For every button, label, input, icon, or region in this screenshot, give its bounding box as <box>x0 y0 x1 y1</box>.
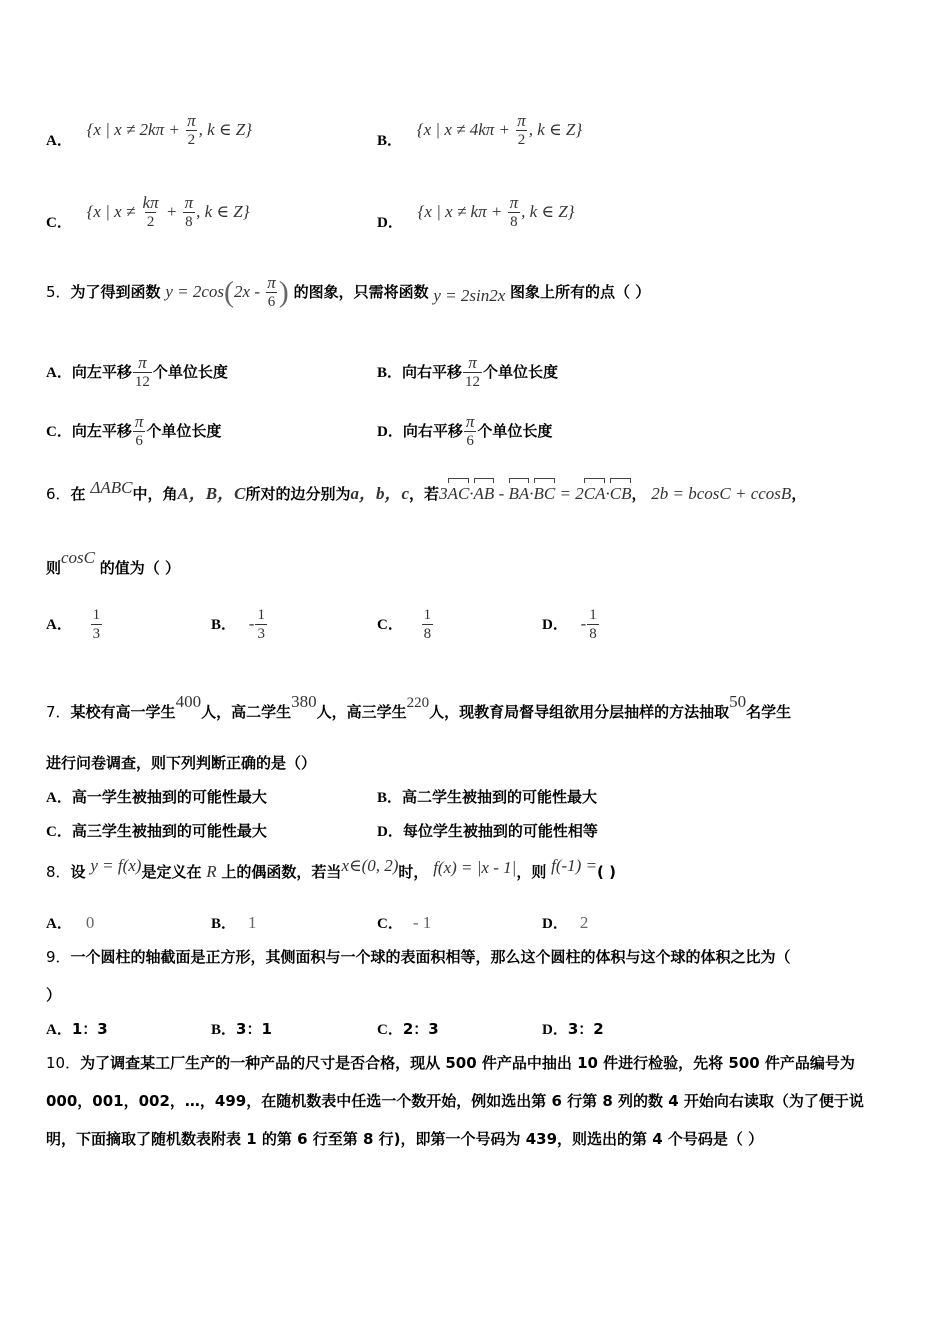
fraction: $\frac{k\pi}{2}$ <box>142 193 159 230</box>
q9-text: 一个圆柱的轴截面是正方形，其侧面积与一个球的表面积相等，那么这个圆柱的体积与这个球的体积之比为（ <box>70 948 791 966</box>
fraction: $\frac{\pi}{6}$ <box>465 412 475 449</box>
q8-function: y = f(x) <box>90 856 142 875</box>
q8-text-4: 时， <box>398 863 429 881</box>
question-number: 5． <box>46 283 71 301</box>
q7-text-2: 人，高二学生 <box>201 703 292 721</box>
q7-count-grade3: 220 <box>406 695 430 711</box>
option-letter: C． <box>377 1022 403 1038</box>
option-letter: C． <box>46 215 72 231</box>
q8-set-r: R <box>206 862 217 881</box>
q4-option-d <box>377 194 574 232</box>
option-letter: A． <box>46 365 72 381</box>
q8-stem <box>46 856 616 882</box>
q7-text-5: 名学生 <box>746 703 792 721</box>
option-letter: C． <box>377 916 403 932</box>
option-letter: C． <box>46 824 72 840</box>
q6-line2-pre: 则 <box>46 559 62 577</box>
q8-option-b <box>211 912 257 933</box>
q5-text-3: 图象上所有的点（ ） <box>510 283 651 301</box>
fraction: $\frac{1}{3}$ <box>257 607 265 642</box>
q6-text-4: ，若 <box>409 485 440 503</box>
q5-option-a <box>46 354 228 391</box>
option-letter: B． <box>211 1022 237 1038</box>
option-expr-pre: {x | x ≠ kπ + <box>417 202 507 221</box>
option-letter: D． <box>377 215 403 231</box>
q6-text-2: 中，角 <box>132 485 178 503</box>
option-letter: D． <box>542 1022 568 1038</box>
q5-text-2: 的图象，只需将函数 <box>293 283 429 301</box>
q9-stem-line2: ） <box>46 986 62 1004</box>
option-letter: B． <box>211 617 237 633</box>
option-letter: D． <box>542 617 568 633</box>
fraction: $\frac{1}{8}$ <box>423 607 432 642</box>
q6-option-d <box>542 606 600 643</box>
q7-stem <box>46 692 791 722</box>
q8-option-d <box>542 912 588 933</box>
q6-sides: a，b，c <box>350 484 410 503</box>
option-letter: A． <box>46 133 72 149</box>
q6-option-c <box>377 606 434 643</box>
question-number: 7． <box>46 703 71 721</box>
option-letter: A． <box>46 1022 72 1038</box>
option-letter: A． <box>46 790 72 806</box>
fraction: $\frac{\pi}{2}$ <box>187 111 196 148</box>
fraction: $\frac{\pi}{2}$ <box>517 111 526 148</box>
q5-option-b <box>377 354 558 391</box>
option-sign: - <box>580 614 587 633</box>
q4-option-a <box>46 112 252 150</box>
option-value: 1 <box>248 913 257 932</box>
option-letter: B． <box>377 133 403 149</box>
q6-equation-2: 2b = bcosC + ccosB <box>651 484 792 503</box>
fraction: $\frac{\pi}{8}$ <box>184 193 194 230</box>
q6-cosC: cosC <box>61 548 96 567</box>
q4-option-c <box>46 194 250 232</box>
q6-comma: ， <box>631 485 647 503</box>
option-text: 3：1 <box>236 1020 272 1038</box>
option-expr-post: , k ∈ Z} <box>528 120 583 139</box>
q5-option-c <box>46 413 221 450</box>
option-text-pre: 向右平移 <box>402 422 463 440</box>
option-text-post: 个单位长度 <box>152 363 228 381</box>
option-expr-pre: {x | x ≠ 4kπ + <box>416 120 515 139</box>
option-letter: A． <box>46 617 72 633</box>
option-letter: C． <box>46 424 72 440</box>
q6-comma-2: ， <box>791 485 807 503</box>
fraction: $\frac{1}{8}$ <box>589 607 597 642</box>
question-number: 6． <box>46 485 71 503</box>
q10-stem <box>46 1052 855 1073</box>
question-number: 10． <box>46 1054 81 1072</box>
q8-option-c <box>377 912 431 933</box>
q7-option-d <box>377 820 598 841</box>
q5-option-d <box>377 413 552 450</box>
q6-text-1: 在 <box>70 485 86 503</box>
q8-text-3: 上的偶函数，若当 <box>221 863 342 881</box>
option-letter: A． <box>46 916 72 932</box>
question-number: 9． <box>46 948 71 966</box>
q8-evaluate: f(-1) = <box>551 856 598 875</box>
q8-option-a <box>46 912 94 933</box>
q5-func2: y = 2sin2x <box>433 286 506 305</box>
q7-text-3: 人，高三学生 <box>316 703 407 721</box>
option-text-pre: 向左平移 <box>71 422 132 440</box>
q5-text-1: 为了得到函数 <box>70 283 161 301</box>
option-text-pre: 向左平移 <box>71 363 132 381</box>
q9-option-d <box>542 1018 604 1039</box>
option-letter: B． <box>377 365 403 381</box>
q8-text-1: 设 <box>70 863 86 881</box>
q7-sample-size: 50 <box>729 692 747 711</box>
fraction: $\frac{1}{3}$ <box>92 607 101 642</box>
option-text-post: 个单位长度 <box>483 363 559 381</box>
q9-option-a <box>46 1018 108 1039</box>
option-text-post: 个单位长度 <box>146 422 222 440</box>
q7-text-1: 某校有高一学生 <box>70 703 176 721</box>
q9-option-b <box>211 1018 272 1039</box>
option-expr-post: , k ∈ Z} <box>196 202 250 221</box>
q10-line-3: 明，下面摘取了随机数表附表 1 的第 6 行至第 8 行)，即第一个号码为 439，则选出的第 4 个号码是（ ） <box>46 1130 764 1148</box>
q6-stem <box>46 478 806 504</box>
q9-option-c <box>377 1018 439 1039</box>
q10-line-1: 为了调查某工厂生产的一种产品的尺寸是否合格，现从 500 件产品中抽出 10 件进行检验，先将 500 件产品编号为 <box>80 1054 855 1072</box>
option-letter: B． <box>377 790 403 806</box>
fraction: $\frac{\pi}{6}$ <box>267 273 276 310</box>
option-text: 高一学生被抽到的可能性最大 <box>71 788 267 806</box>
q4-option-b <box>377 112 582 150</box>
option-text: 3：2 <box>567 1020 604 1038</box>
q5-stem: 5．为了得到函数 y = 2cos(2x - $\frac{\pi}{6}$ ) 的图象，只需将函数 y = 2sin2x 图象上所有的点（ ） <box>46 273 651 310</box>
q5-func1-pre: y = 2cos <box>165 282 225 301</box>
option-text-pre: 向右平移 <box>402 363 463 381</box>
option-value: 0 <box>85 913 95 932</box>
q9-stem <box>46 946 791 967</box>
q8-text-5: ，则 <box>516 863 547 881</box>
option-letter: D． <box>377 424 403 440</box>
q6-vector-equation: 3AC·AB - BA·BC = 2CA·CB <box>439 484 632 503</box>
q7-option-b <box>377 786 597 807</box>
option-expr-pre: {x | x ≠ 2kπ + <box>86 120 185 139</box>
option-text-post: 个单位长度 <box>477 422 553 440</box>
q10-line-2: 000，001，002，…，499，在随机数表中任选一个数开始，例如选出第 6 行第 8 列的数 4 开始向右读取（为了便于说 <box>46 1092 864 1110</box>
option-text: 1：3 <box>71 1020 108 1038</box>
q7-count-grade2: 380 <box>291 692 317 711</box>
option-value: - 1 <box>412 913 432 932</box>
option-expr-post: , k ∈ Z} <box>521 202 575 221</box>
q7-option-c <box>46 820 267 841</box>
q8-domain: x∈(0, 2) <box>341 856 399 875</box>
q6-angles: A，B，C <box>177 484 246 503</box>
option-letter: B． <box>211 916 237 932</box>
q6-stem-line2 <box>46 548 180 578</box>
q7-count-grade1: 400 <box>175 692 202 711</box>
q8-function-def: f(x) = |x - 1| <box>433 858 517 877</box>
option-text: 2：3 <box>402 1020 439 1038</box>
option-expr-pre: {x | x ≠ <box>86 202 140 221</box>
option-letter: D． <box>377 824 403 840</box>
question-number: 8． <box>46 863 71 881</box>
option-expr-mid: + <box>161 202 182 221</box>
q5-func1-inner: 2x - <box>234 282 265 301</box>
fraction: $\frac{\pi}{12}$ <box>465 353 481 390</box>
q6-option-a <box>46 606 103 643</box>
q7-stem-line2: 进行问卷调查，则下列判断正确的是（） <box>46 754 317 772</box>
q7-option-a <box>46 786 267 807</box>
fraction: $\frac{\pi}{8}$ <box>509 193 519 230</box>
q6-option-b <box>211 606 268 643</box>
q8-answer-paren: ( ) <box>597 863 616 881</box>
q6-triangle: ΔABC <box>90 478 133 497</box>
option-text: 高三学生被抽到的可能性最大 <box>71 822 267 840</box>
option-text: 高二学生被抽到的可能性最大 <box>402 788 598 806</box>
q6-text-3: 所对的边分别为 <box>245 485 351 503</box>
q8-text-2: 是定义在 <box>141 863 202 881</box>
fraction: $\frac{\pi}{12}$ <box>134 353 150 390</box>
option-letter: D． <box>542 916 568 932</box>
option-text: 每位学生被抽到的可能性相等 <box>402 822 598 840</box>
option-value: 2 <box>579 913 589 932</box>
fraction: $\frac{\pi}{6}$ <box>134 412 144 449</box>
option-letter: C． <box>377 617 403 633</box>
option-expr-post: , k ∈ Z} <box>198 120 252 139</box>
q7-text-4: 人，现教育局督导组欲用分层抽样的方法抽取 <box>429 703 730 721</box>
option-sign: - <box>248 614 255 633</box>
q6-line2-post: 的值为（ ） <box>99 559 181 577</box>
